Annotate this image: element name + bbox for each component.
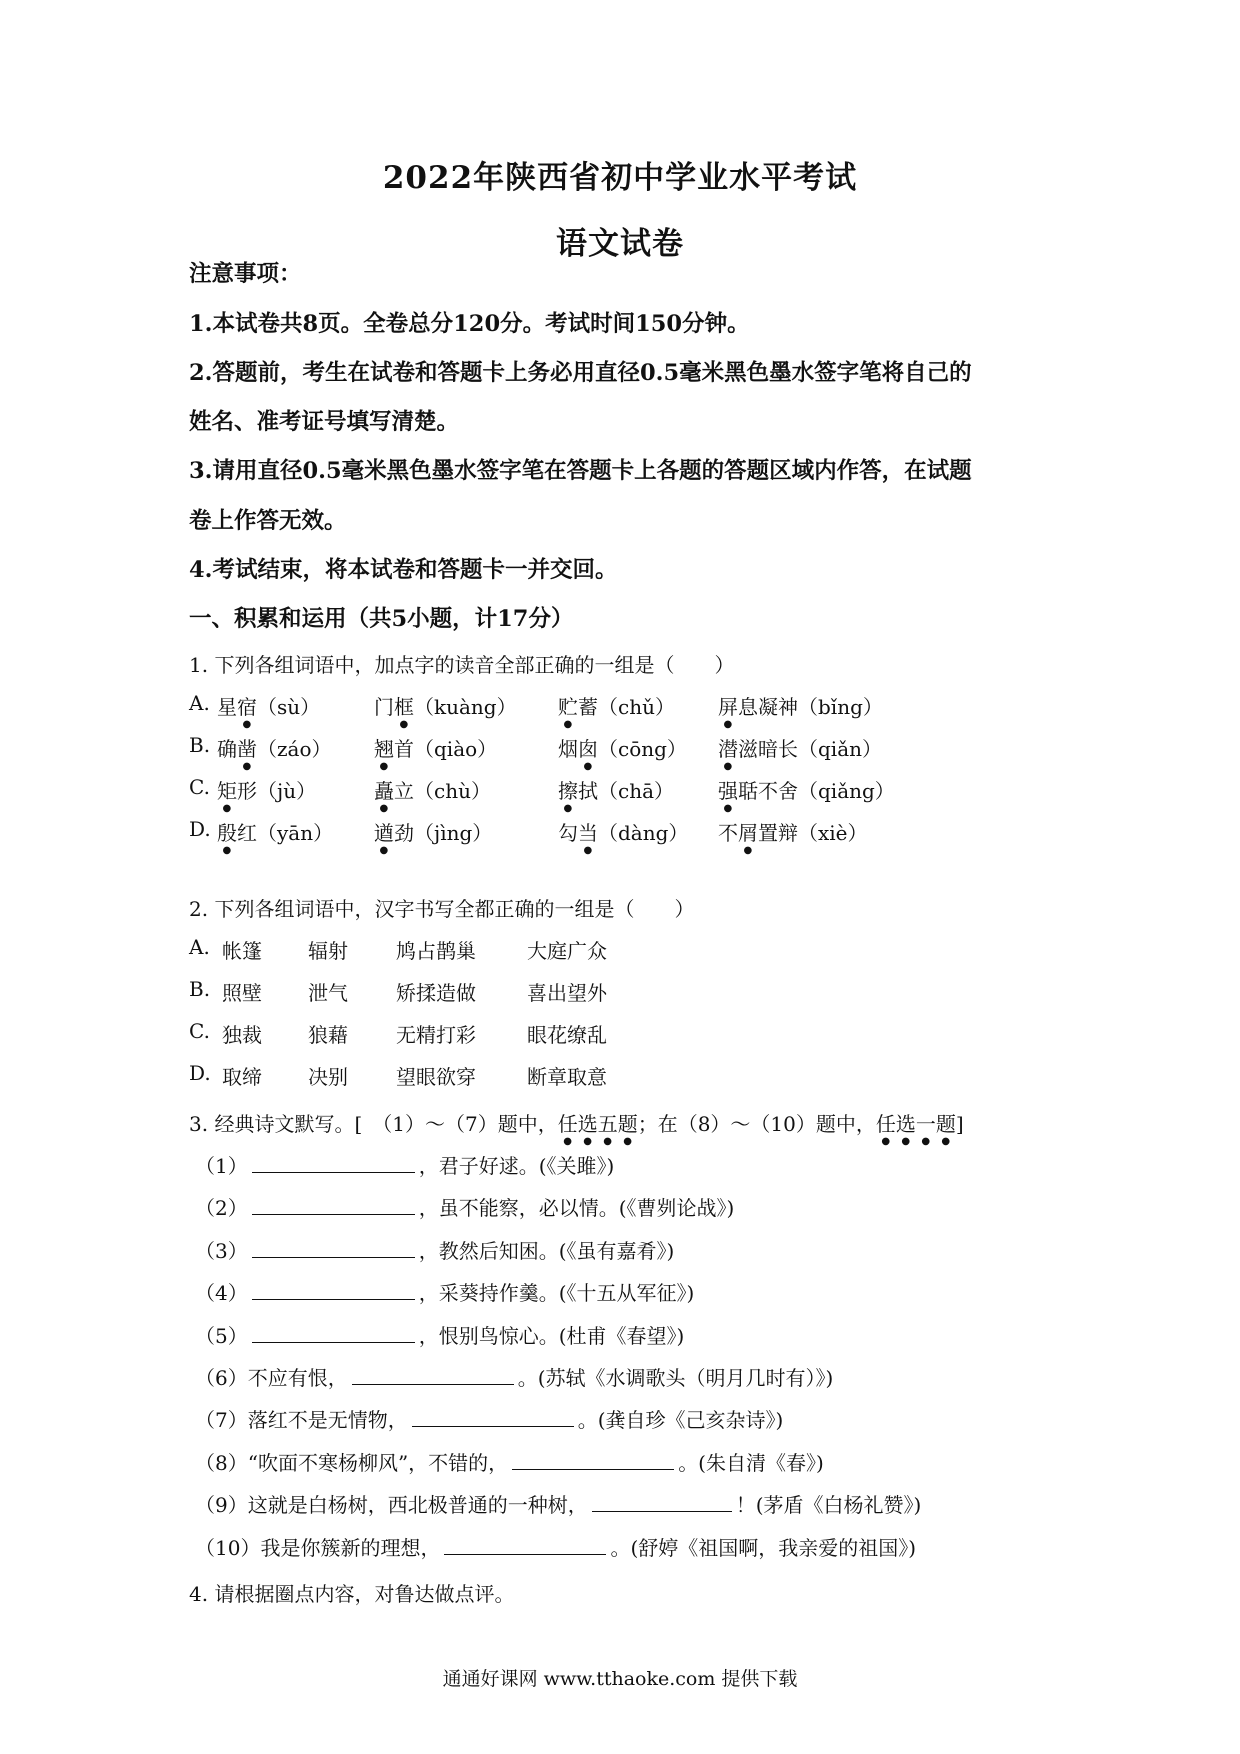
word-text: 拭 <box>578 779 598 803</box>
pinyin: （yān） <box>257 821 334 845</box>
pinyin: （qiào） <box>414 737 498 761</box>
question-3-stem-text: ；在（8）～（10）题中， <box>637 1112 876 1136</box>
item-number: （8） <box>195 1451 248 1475</box>
option-row <box>189 935 210 959</box>
item-number: （3） <box>195 1239 248 1263</box>
question-3-stem-text: ] <box>955 1112 964 1136</box>
pinyin: （dàng） <box>598 821 689 845</box>
emphasized-char: 潜 <box>718 737 738 761</box>
fill-item <box>195 1532 916 1561</box>
option-word <box>718 817 868 856</box>
item-text: 不应有恨， <box>247 1366 348 1390</box>
option-word: 帐篷 <box>222 939 262 963</box>
answer-blank <box>412 1408 574 1427</box>
question-4-stem: 4. 请根据圈点内容，对鲁达做点评。 <box>189 1582 515 1606</box>
fill-item <box>195 1192 734 1221</box>
word-text: 确 <box>217 737 237 761</box>
pinyin: （chù） <box>414 779 491 803</box>
item-text: ，君子好逑。(《关雎》) <box>418 1154 615 1178</box>
option-letter: D. <box>189 817 211 841</box>
option-word <box>217 691 320 730</box>
item-number: （6） <box>195 1366 248 1390</box>
pinyin: （qiǎn） <box>798 737 883 761</box>
emphasized-char: 翘 <box>374 737 394 761</box>
emphasized-char: 矩 <box>217 779 237 803</box>
item-text: ，恨别鸟惊心。(杜甫《春望》) <box>418 1324 685 1348</box>
option-word <box>374 775 491 814</box>
option-word <box>374 691 517 730</box>
word-text: 勾 <box>558 821 578 845</box>
notice-line: 2.答题前，考生在试卷和答题卡上务必用直径0.5毫米黑色墨水签字笔将自己的 <box>189 360 972 386</box>
answer-blank <box>252 1281 415 1300</box>
option-word <box>558 733 687 772</box>
option-word: 无精打彩 <box>396 1023 476 1047</box>
fill-item <box>195 1150 614 1179</box>
pinyin: （záo） <box>257 737 332 761</box>
option-row <box>189 1061 211 1085</box>
option-word <box>217 817 333 856</box>
fill-item <box>195 1320 684 1349</box>
pinyin: （chǔ） <box>598 695 675 719</box>
pinyin: （chā） <box>598 779 675 803</box>
answer-blank <box>252 1239 415 1258</box>
answer-blank <box>444 1536 606 1555</box>
item-text: ，教然后知困。(《虽有嘉肴》) <box>418 1239 675 1263</box>
emphasized-char: 遒 <box>374 821 394 845</box>
word-text: 门 <box>374 695 394 719</box>
emphasized-char: 矗 <box>374 779 394 803</box>
option-word: 眼花缭乱 <box>527 1023 607 1047</box>
option-row <box>189 691 210 715</box>
fill-item <box>195 1277 694 1306</box>
option-row <box>189 817 211 841</box>
item-text: ，采葵持作羹。(《十五从军征》) <box>418 1281 695 1305</box>
notice-line: 1.本试卷共8页。全卷总分120分。考试时间150分钟。 <box>189 311 750 337</box>
item-number: （1） <box>195 1154 248 1178</box>
option-word <box>718 691 883 730</box>
option-word <box>558 817 688 856</box>
emphasized-char: 凿 <box>237 737 257 761</box>
option-word <box>374 733 497 772</box>
option-word: 望眼欲穿 <box>396 1065 476 1089</box>
emphasized-char: 屑 <box>738 821 758 845</box>
option-word: 喜出望外 <box>527 981 607 1005</box>
item-text: 。(舒婷《祖国啊，我亲爱的祖国》) <box>610 1536 917 1560</box>
question-3-stem-text: 3. 经典诗文默写。[ （1）～（7）题中， <box>189 1112 558 1136</box>
item-text: ，虽不能察，必以情。(《曹刿论战》) <box>418 1196 735 1220</box>
option-word <box>718 775 895 814</box>
option-word: 取缔 <box>222 1065 262 1089</box>
question-3-emphasis: 任选五题 <box>557 1112 638 1136</box>
word-text: 息凝神 <box>738 695 798 719</box>
word-text: 聒不舍 <box>738 779 798 803</box>
page-footer: 通通好课网 www.tthaoke.com 提供下载 <box>442 1668 798 1690</box>
pinyin: （qiǎng） <box>798 779 895 803</box>
option-word: 狼藉 <box>308 1023 348 1047</box>
pinyin: （jù） <box>257 779 317 803</box>
answer-blank <box>512 1451 674 1470</box>
word-text: 置辩 <box>758 821 798 845</box>
word-text: 首 <box>394 737 414 761</box>
emphasized-char: 屏 <box>718 695 738 719</box>
word-text: 星 <box>217 695 237 719</box>
answer-blank <box>352 1366 514 1385</box>
pinyin: （kuàng） <box>414 695 517 719</box>
emphasized-char: 宿 <box>237 695 257 719</box>
item-number: （10） <box>195 1536 261 1560</box>
word-text: 红 <box>237 821 257 845</box>
item-text: ！(茅盾《白杨礼赞》) <box>735 1493 922 1517</box>
option-word: 矫揉造做 <box>396 981 476 1005</box>
pinyin: （xiè） <box>798 821 868 845</box>
option-word <box>217 733 332 772</box>
exam-subtitle: 语文试卷 <box>556 226 684 262</box>
item-number: （9） <box>195 1493 248 1517</box>
item-text: 落红不是无情物， <box>247 1408 408 1432</box>
option-word <box>217 775 316 814</box>
option-row <box>189 1019 210 1043</box>
emphasized-char: 框 <box>394 695 414 719</box>
question-3-emphasis: 任选一题 <box>875 1112 956 1136</box>
pinyin: （sù） <box>257 695 321 719</box>
word-text: 滋暗长 <box>738 737 798 761</box>
answer-blank <box>252 1154 415 1173</box>
fill-item <box>195 1447 824 1476</box>
item-number: （2） <box>195 1196 248 1220</box>
option-word: 泄气 <box>308 981 348 1005</box>
option-word <box>374 817 492 856</box>
answer-blank <box>252 1324 415 1343</box>
option-word: 鸠占鹊巢 <box>396 939 476 963</box>
option-letter: A. <box>189 935 210 959</box>
item-text: 。(龚自珍《己亥杂诗》) <box>577 1408 784 1432</box>
option-row <box>189 775 210 799</box>
option-letter: D. <box>189 1061 211 1085</box>
notice-line: 卷上作答无效。 <box>189 508 347 534</box>
option-word <box>558 691 675 730</box>
option-letter: A. <box>189 691 210 715</box>
option-letter: C. <box>189 1019 210 1043</box>
emphasized-char: 贮 <box>558 695 578 719</box>
option-word: 大庭广众 <box>527 939 607 963</box>
answer-blank <box>592 1493 732 1512</box>
emphasized-char: 强 <box>718 779 738 803</box>
emphasized-char: 当 <box>578 821 598 845</box>
word-text: 劲 <box>394 821 414 845</box>
pinyin: （jìng） <box>414 821 493 845</box>
answer-blank <box>252 1196 415 1215</box>
pinyin: （cōng） <box>598 737 687 761</box>
option-row <box>189 977 210 1001</box>
word-text: 蓄 <box>578 695 598 719</box>
item-text: 我是你簇新的理想， <box>260 1536 441 1560</box>
pinyin: （bǐng） <box>798 695 883 719</box>
option-row <box>189 733 210 757</box>
exam-title: 2022年陕西省初中学业水平考试 <box>382 160 858 196</box>
option-word: 决别 <box>308 1065 348 1089</box>
question-3-stem <box>189 1108 964 1147</box>
option-letter: C. <box>189 775 210 799</box>
notice-line: 4.考试结束，将本试卷和答题卡一并交回。 <box>189 557 618 583</box>
item-number: （7） <box>195 1408 248 1432</box>
fill-item <box>195 1404 783 1433</box>
item-number: （5） <box>195 1324 248 1348</box>
fill-item <box>195 1362 833 1391</box>
word-text: 不 <box>718 821 738 845</box>
emphasized-char: 殷 <box>217 821 237 845</box>
option-word <box>718 733 882 772</box>
item-number: （4） <box>195 1281 248 1305</box>
item-text: “吹面不寒杨柳风”，不错的， <box>247 1451 509 1475</box>
item-text: 。(朱自清《春》) <box>678 1451 824 1475</box>
option-word: 照壁 <box>222 981 262 1005</box>
notice-line: 3.请用直径0.5毫米黑色墨水签字笔在答题卡上各题的答题区域内作答，在试题 <box>189 458 972 484</box>
question-2-stem: 2. 下列各组词语中，汉字书写全都正确的一组是（ ） <box>189 897 695 921</box>
fill-item <box>195 1489 921 1518</box>
option-letter: B. <box>189 977 211 1001</box>
item-text: 这就是白杨树，西北极普通的一种树， <box>247 1493 588 1517</box>
section-heading: 一、积累和运用（共5小题，计17分） <box>189 606 574 632</box>
fill-item <box>195 1235 674 1264</box>
item-text: 。(苏轼《水调歌头（明月几时有）》) <box>517 1366 834 1390</box>
word-text: 形 <box>237 779 257 803</box>
emphasized-char: 擦 <box>558 779 578 803</box>
option-word: 独裁 <box>222 1023 262 1047</box>
notice-line: 姓名、准考证号填写清楚。 <box>189 409 460 435</box>
word-text: 立 <box>394 779 414 803</box>
emphasized-char: 囱 <box>578 737 598 761</box>
word-text: 烟 <box>558 737 578 761</box>
option-letter: B. <box>189 733 211 757</box>
option-word: 辐射 <box>308 939 348 963</box>
question-1-stem: 1. 下列各组词语中，加点字的读音全部正确的一组是（ ） <box>189 653 735 677</box>
notice-heading: 注意事项： <box>189 261 302 287</box>
option-word: 断章取意 <box>527 1065 607 1089</box>
option-word <box>558 775 674 814</box>
